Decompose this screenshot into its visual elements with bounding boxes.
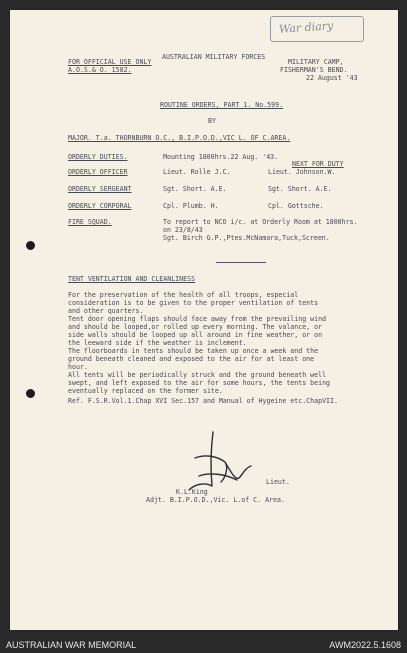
document-page (10, 10, 398, 630)
body-line: eventually replaced on the former site. (68, 387, 223, 395)
body-line: the leeward side if the weather is inclement. (68, 339, 247, 347)
camp-location: FISHERMAN'S BEND. (280, 66, 348, 74)
camp-label: MILITARY CAMP, (288, 58, 344, 66)
fire-squad-label: FIRE SQUAD. (68, 218, 112, 226)
archive-reference: AWM2022.5.1608 (329, 640, 401, 650)
archive-footer (0, 637, 407, 653)
restriction-label: FOR OFFICIAL USE ONLY (68, 58, 152, 66)
body-line: consideration is to be given to the proper ventilation of tents (68, 299, 319, 307)
orders-by: BY (208, 117, 216, 125)
duty-row-next: Lieut. Johnson.W. (268, 168, 336, 176)
duty-row-next: Sgt. Short. A.E. (268, 185, 332, 193)
section-divider (216, 262, 266, 263)
body-line: and should be looped,or rolled up every morning. The valance, or (68, 323, 323, 331)
duty-row-label: ORDERLY CORPORAL (68, 202, 132, 210)
duties-label: ORDERLY DUTIES. (68, 153, 128, 161)
orders-title: ROUTINE ORDERS, PART 1. No.599. (160, 101, 284, 109)
pencil-annotation (270, 16, 364, 42)
section-body (68, 291, 330, 395)
section-reference: Ref. F.S.R.Vol.1.Chap XVI Sec.157 and Manual of Hygeine etc.ChapVII. (68, 397, 338, 405)
body-line: swept, and left exposed to the air for some hours, the tents being (68, 379, 331, 387)
duty-row-current: Sgt. Short. A.E. (163, 185, 227, 193)
duty-row-label: ORDERLY OFFICER (68, 168, 128, 176)
duties-mounting: Mounting 1800hrs.22 Aug. '43. (163, 153, 279, 161)
signatory-title: Adjt. B.I.P.O.D.,Vic. L.of C. Area. (146, 496, 285, 504)
body-line: side walls should be looped up all around in fine weather, or on (68, 331, 323, 339)
signatory-rank: Lieut. (266, 478, 290, 486)
body-line: All tents will be periodically struck and the ground beneath well (68, 371, 327, 379)
form-reference: A.O.S.& O. 1582. (68, 66, 132, 74)
fire-squad-line: To report to NCO i/c. at Orderly Room at 1800hrs. (163, 218, 358, 226)
body-line: For the preservation of the health of all troops, especial (68, 291, 299, 299)
forces-heading: AUSTRALIAN MILITARY FORCES (162, 53, 266, 61)
body-line: The floorboards in tents should be taken up once a week and the (68, 347, 319, 355)
pencil-note: War diary (278, 19, 334, 36)
punch-hole (26, 241, 35, 250)
section-heading: TENT VENTILATION AND CLEANLINESS (68, 275, 196, 283)
body-line: and other quarters. (68, 307, 144, 315)
fire-squad-line: Sgt. Birch G.P.,Ptes.McNamara,Tuck,Screen. (163, 234, 330, 242)
orders-issuer: MAJOR. T.a. THORNBURN O.C., B.I.P.O.D.,VIC L. OF C.AREA. (68, 134, 291, 142)
signatory-name: K.L.King (176, 488, 208, 496)
body-line: hour. (68, 363, 88, 371)
duty-row-current: Cpl. Plumb. H. (163, 202, 219, 210)
duty-row-current: Lieut. Rolle J.C. (163, 168, 231, 176)
archive-name: AUSTRALIAN WAR MEMORIAL (6, 640, 137, 650)
fire-squad-line: on 23/8/43 (163, 226, 203, 234)
duty-row-label: ORDERLY SERGEANT (68, 185, 132, 193)
body-line: ground beneath cleaned and exposed to the air for at least one (68, 355, 315, 363)
body-line: Tent door opening flaps should face away from the prevailing wind (68, 315, 327, 323)
duty-row-next: Cpl. Gottsche. (268, 202, 324, 210)
punch-hole (26, 389, 35, 398)
next-for-duty-label: NEXT FOR DUTY (292, 160, 344, 168)
document-date: 22 August '43 (306, 74, 358, 82)
